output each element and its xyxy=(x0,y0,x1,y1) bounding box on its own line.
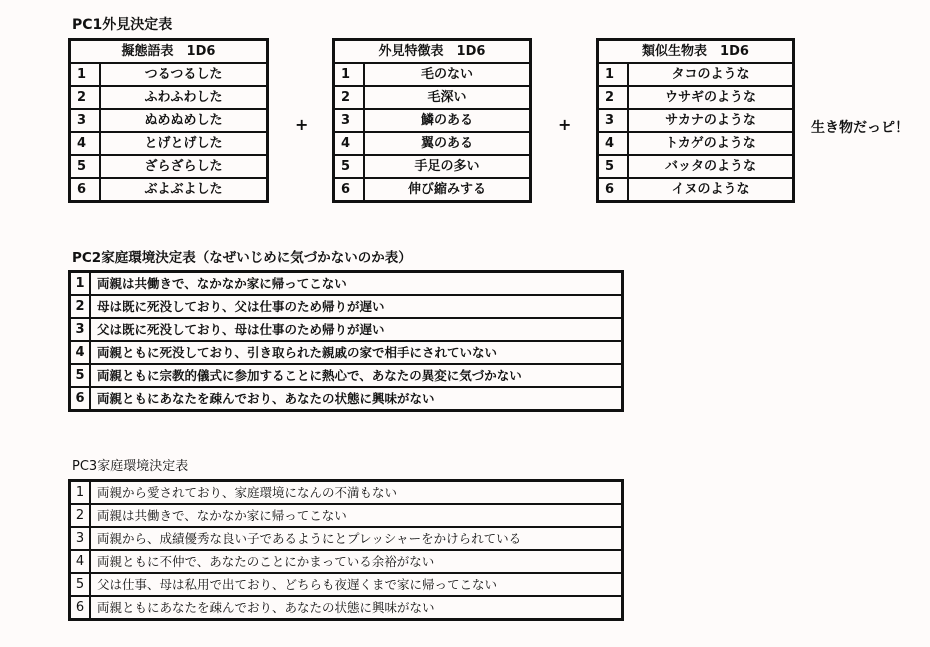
table-row xyxy=(598,178,794,202)
row-value: 毛深い xyxy=(364,86,531,109)
row-value: 両親ともにあなたを疎んでおり、あなたの状態に興味がない xyxy=(90,596,623,620)
table-row xyxy=(70,341,623,364)
table-row xyxy=(70,272,623,296)
table-row xyxy=(334,155,531,178)
row-number: 6 xyxy=(598,178,629,202)
pc2-title: PC2家庭環境決定表（なぜいじめに気づかないのか表） xyxy=(72,250,412,266)
row-number: 2 xyxy=(598,86,629,109)
row-number: 1 xyxy=(598,63,629,86)
table-header: 外見特徴表 1D6 xyxy=(334,40,531,64)
table-row xyxy=(70,155,268,178)
row-number: 4 xyxy=(70,341,91,364)
table-row xyxy=(598,63,794,86)
row-value: サカナのような xyxy=(628,109,794,132)
row-number: 5 xyxy=(70,364,91,387)
row-value: ざらざらした xyxy=(100,155,268,178)
plus-sign: + xyxy=(295,115,309,134)
row-value: 両親ともに宗教的儀式に参加することに熱心で、あなたの異変に気づかない xyxy=(90,364,623,387)
row-number: 5 xyxy=(334,155,365,178)
row-number: 4 xyxy=(334,132,365,155)
row-number: 3 xyxy=(70,318,91,341)
row-value: 伸び縮みする xyxy=(364,178,531,202)
table-row xyxy=(70,481,623,505)
row-value: 両親は共働きで、なかなか家に帰ってこない xyxy=(90,272,623,296)
table-header: 擬態語表 1D6 xyxy=(70,40,268,64)
row-value: ふわふわした xyxy=(100,86,268,109)
row-number: 3 xyxy=(70,109,101,132)
row-number: 4 xyxy=(70,550,91,573)
table-row xyxy=(70,573,623,596)
row-number: 2 xyxy=(334,86,365,109)
row-value: 両親ともに不仲で、あなたのことにかまっている余裕がない xyxy=(90,550,623,573)
table-row xyxy=(598,132,794,155)
row-value: イヌのような xyxy=(628,178,794,202)
table-row xyxy=(70,550,623,573)
row-number: 3 xyxy=(70,527,91,550)
row-number: 6 xyxy=(70,178,101,202)
onomatopoeia-table xyxy=(68,38,269,203)
table-row xyxy=(334,132,531,155)
row-number: 5 xyxy=(70,573,91,596)
row-value: 鱗のある xyxy=(364,109,531,132)
appearance-feature-table xyxy=(332,38,532,203)
row-value: 父は既に死没しており、母は仕事のため帰りが遅い xyxy=(90,318,623,341)
row-number: 1 xyxy=(70,272,91,296)
pc2-family-table xyxy=(68,270,624,412)
row-value: タコのような xyxy=(628,63,794,86)
row-number: 1 xyxy=(70,63,101,86)
row-number: 3 xyxy=(598,109,629,132)
table-row xyxy=(70,178,268,202)
row-value: ぶよぶよした xyxy=(100,178,268,202)
table-row xyxy=(70,318,623,341)
table-row xyxy=(334,86,531,109)
row-number: 2 xyxy=(70,295,91,318)
row-number: 2 xyxy=(70,86,101,109)
table-row xyxy=(334,178,531,202)
row-value: 両親ともにあなたを疎んでおり、あなたの状態に興味がない xyxy=(90,387,623,411)
table-row xyxy=(598,155,794,178)
row-value: トカゲのような xyxy=(628,132,794,155)
row-number: 1 xyxy=(334,63,365,86)
row-number: 6 xyxy=(70,596,91,620)
row-value: 両親は共働きで、なかなか家に帰ってこない xyxy=(90,504,623,527)
table-row xyxy=(70,364,623,387)
table-row xyxy=(70,527,623,550)
row-value: 手足の多い xyxy=(364,155,531,178)
plus-sign: + xyxy=(558,115,572,134)
table-row xyxy=(70,86,268,109)
row-value: 毛のない xyxy=(364,63,531,86)
row-value: バッタのような xyxy=(628,155,794,178)
row-value: ウサギのような xyxy=(628,86,794,109)
row-number: 3 xyxy=(334,109,365,132)
pc1-title: PC1外見決定表 xyxy=(72,17,173,33)
row-number: 1 xyxy=(70,481,91,505)
table-row xyxy=(598,86,794,109)
row-value: とげとげした xyxy=(100,132,268,155)
similar-creature-table xyxy=(596,38,795,203)
row-value: つるつるした xyxy=(100,63,268,86)
row-value: 母は既に死没しており、父は仕事のため帰りが遅い xyxy=(90,295,623,318)
pc3-title: PC3家庭環境決定表 xyxy=(72,459,189,474)
row-value: 翼のある xyxy=(364,132,531,155)
row-number: 2 xyxy=(70,504,91,527)
row-number: 4 xyxy=(598,132,629,155)
table-row xyxy=(70,387,623,411)
table-row xyxy=(70,504,623,527)
row-number: 5 xyxy=(70,155,101,178)
row-number: 4 xyxy=(70,132,101,155)
table-row xyxy=(334,109,531,132)
table-row xyxy=(70,295,623,318)
table-row xyxy=(70,132,268,155)
table-row xyxy=(70,109,268,132)
row-number: 6 xyxy=(70,387,91,411)
row-number: 6 xyxy=(334,178,365,202)
table-row xyxy=(334,63,531,86)
row-value: 父は仕事、母は私用で出ており、どちらも夜遅くまで家に帰ってこない xyxy=(90,573,623,596)
row-value: ぬめぬめした xyxy=(100,109,268,132)
row-value: 両親から愛されており、家庭環境になんの不満もない xyxy=(90,481,623,505)
row-value: 両親から、成績優秀な良い子であるようにとプレッシャーをかけられている xyxy=(90,527,623,550)
table-header: 類似生物表 1D6 xyxy=(598,40,794,64)
row-value: 両親ともに死没しており、引き取られた親戚の家で相手にされていない xyxy=(90,341,623,364)
table-row xyxy=(70,596,623,620)
table-row xyxy=(70,63,268,86)
row-number: 5 xyxy=(598,155,629,178)
table-row xyxy=(598,109,794,132)
result-text: 生き物だっピ！ xyxy=(811,120,909,136)
pc3-family-table xyxy=(68,479,624,621)
